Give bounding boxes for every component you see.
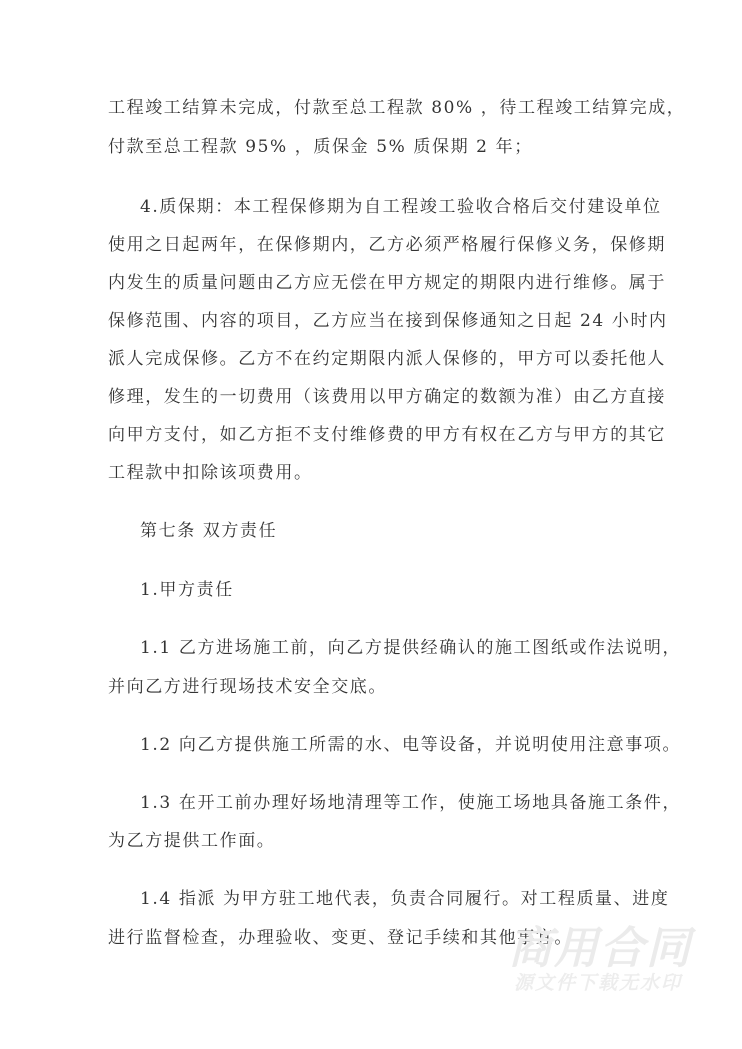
text-line: 内发生的质量问题由乙方应无偿在甲方规定的期限内进行维修。属于 <box>108 273 666 293</box>
text-line: 付款至总工程款 95% ，质保金 5% 质保期 2 年； <box>108 137 533 157</box>
watermark-subtitle: 源文件下载无水印 <box>514 972 683 994</box>
text-line: 派人完成保修。乙方不在约定期限内派人保修的，甲方可以委托他人 <box>108 349 666 369</box>
text-line: 向甲方支付，如乙方拒不支付维修费的甲方有权在乙方与甲方的其它 <box>108 425 666 445</box>
text-line: 第七条 双方责任 <box>140 521 278 541</box>
text-line: 保修范围、内容的项目，乙方应当在接到保修通知之日起 24 小时内 <box>108 311 668 331</box>
text-line: 为乙方提供工作面。 <box>108 831 276 851</box>
text-line: 1.甲方责任 <box>140 580 234 600</box>
text-line: 工程款中扣除该项费用。 <box>108 463 313 483</box>
text-line: 工程竣工结算未完成，付款至总工程款 80% ，待工程竣工结算完成， <box>108 98 686 118</box>
text-line: 1.3 在开工前办理好场地清理等工作，使施工场地具备施工条件， <box>140 793 682 813</box>
text-line: 并向乙方进行现场技术安全交底。 <box>108 677 387 697</box>
text-line: 1.4 指派 为甲方驻工地代表，负责合同履行。对工程质量、进度 <box>140 889 670 909</box>
text-line: 使用之日起两年，在保修期内，乙方必须严格履行保修义务，保修期 <box>108 235 666 255</box>
text-line: 修理，发生的一切费用（该费用以甲方确定的数额为准）由乙方直接 <box>108 387 666 407</box>
text-line: 4.质保期：本工程保修期为自工程竣工验收合格后交付建设单位 <box>140 197 662 217</box>
text-line: 1.1 乙方进场施工前，向乙方提供经确认的施工图纸或作法说明， <box>140 638 682 658</box>
text-line: 进行监督检查，办理验收、变更、登记手续和其他事宜。 <box>108 928 573 948</box>
watermark-title: 商用合同 <box>508 923 692 974</box>
text-line: 1.2 向乙方提供施工所需的水、电等设备，并说明使用注意事项。 <box>140 735 682 755</box>
